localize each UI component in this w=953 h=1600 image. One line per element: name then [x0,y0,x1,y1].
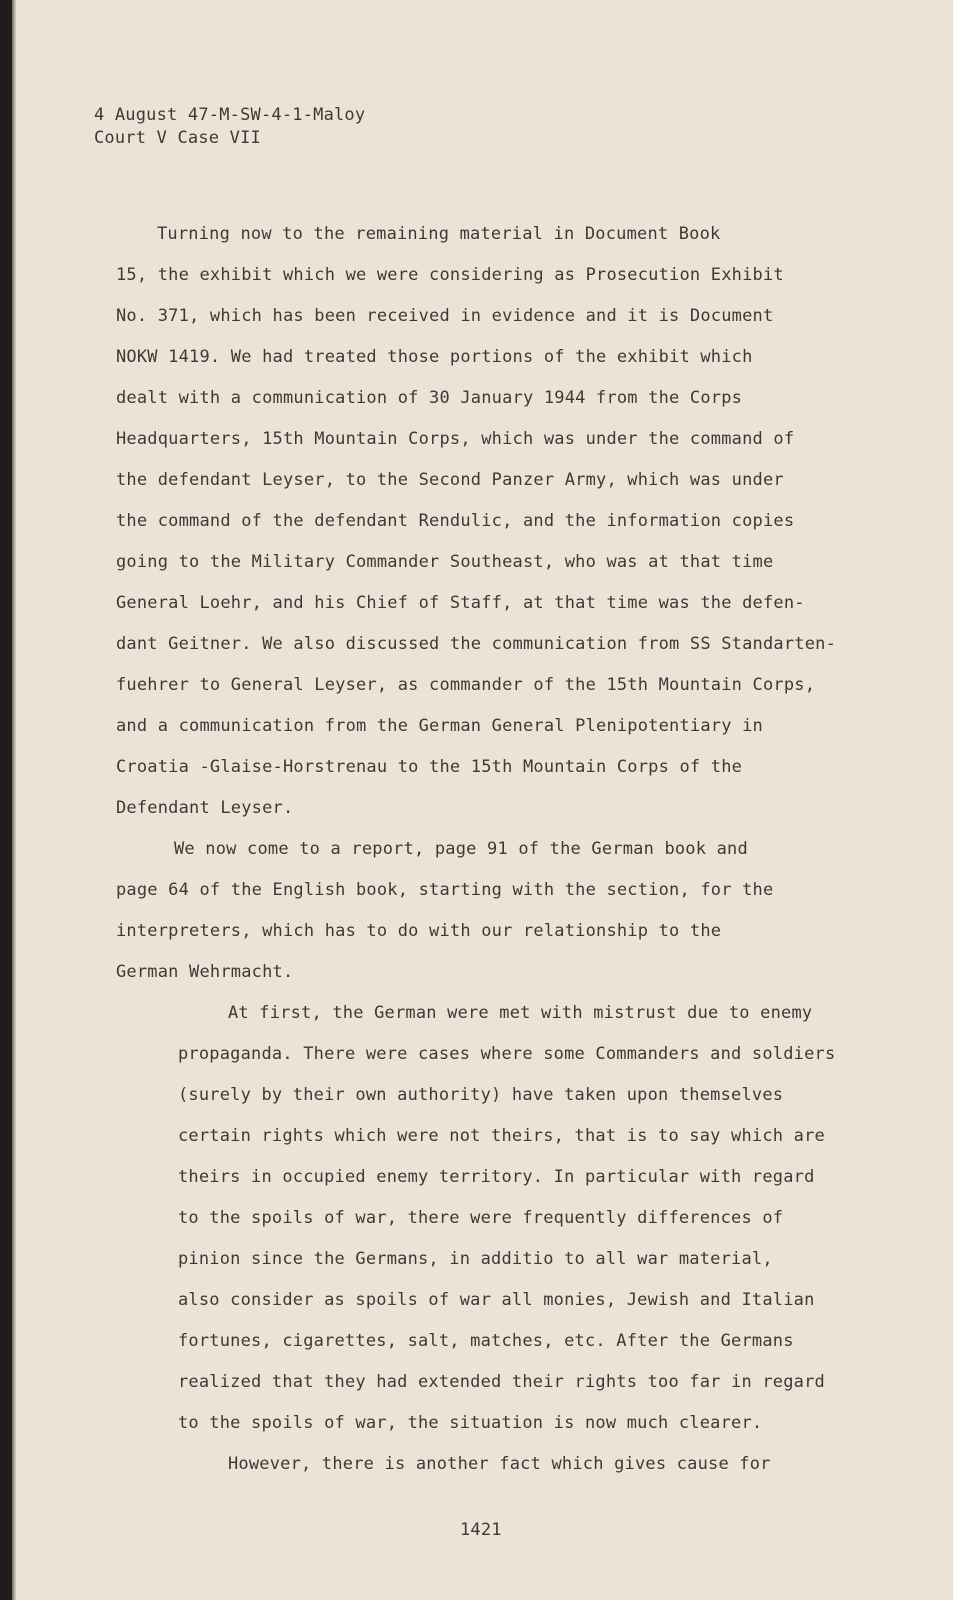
body-line: NOKW 1419. We had treated those portions of the exhibit which [116,347,753,367]
body-line: the defendant Leyser, to the Second Panzer Army, which was under [116,470,784,490]
quote-line: also consider as spoils of war all monies, Jewish and Italian [178,1290,815,1310]
body-line: General Loehr, and his Chief of Staff, at that time was the defen- [116,593,805,613]
quote-line: (surely by their own authority) have taken upon themselves [178,1085,784,1105]
page-number: 1421 [460,1520,502,1540]
quote-line: pinion since the Germans, in additio to all war material, [178,1249,773,1269]
body-line: page 64 of the English book, starting with the section, for the [116,880,774,900]
body-line: No. 371, which has been received in evidence and it is Document [116,306,774,326]
body-line: going to the Military Commander Southeast, who was at that time [116,552,774,572]
quote-line: realized that they had extended their rights too far in regard [178,1372,825,1392]
body-line: interpreters, which has to do with our relationship to the [116,921,722,941]
quote-line: fortunes, cigarettes, salt, matches, etc. After the Germans [178,1331,794,1351]
body-line: German Wehrmacht. [116,962,294,982]
quote-line: However, there is another fact which gives cause for [228,1454,771,1474]
quote-line: propaganda. There were cases where some Commanders and soldiers [178,1044,836,1064]
body-line: fuehrer to General Leyser, as commander of the 15th Mountain Corps, [116,675,816,695]
body-line: Croatia -Glaise-Horstrenau to the 15th Mountain Corps of the [116,757,743,777]
body-line: Headquarters, 15th Mountain Corps, which was under the command of [116,429,795,449]
body-line: Turning now to the remaining material in Document Book [157,224,721,244]
header-court-case: Court V Case VII [94,128,261,148]
body-line: the command of the defendant Rendulic, and the information copies [116,511,795,531]
page-left-edge [12,0,16,1600]
document-header [94,104,365,150]
quote-line: to the spoils of war, there were frequently differences of [178,1208,784,1228]
quote-line: At first, the German were met with mistrust due to enemy [228,1003,813,1023]
quote-line: to the spoils of war, the situation is now much clearer. [178,1413,763,1433]
header-date-code: 4 August 47-M-SW-4-1-Maloy [94,105,366,125]
body-line: Defendant Leyser. [116,798,294,818]
body-line: 15, the exhibit which we were considering as Prosecution Exhibit [116,265,784,285]
body-line: We now come to a report, page 91 of the German book and [174,839,748,859]
body-line: dealt with a communication of 30 January 1944 from the Corps [116,388,743,408]
body-line: dant Geitner. We also discussed the communication from SS Standarten- [116,634,837,654]
body-line: and a communication from the German General Plenipotentiary in [116,716,763,736]
document-page [12,0,953,1600]
quote-line: certain rights which were not theirs, that is to say which are [178,1126,825,1146]
quote-line: theirs in occupied enemy territory. In particular with regard [178,1167,815,1187]
